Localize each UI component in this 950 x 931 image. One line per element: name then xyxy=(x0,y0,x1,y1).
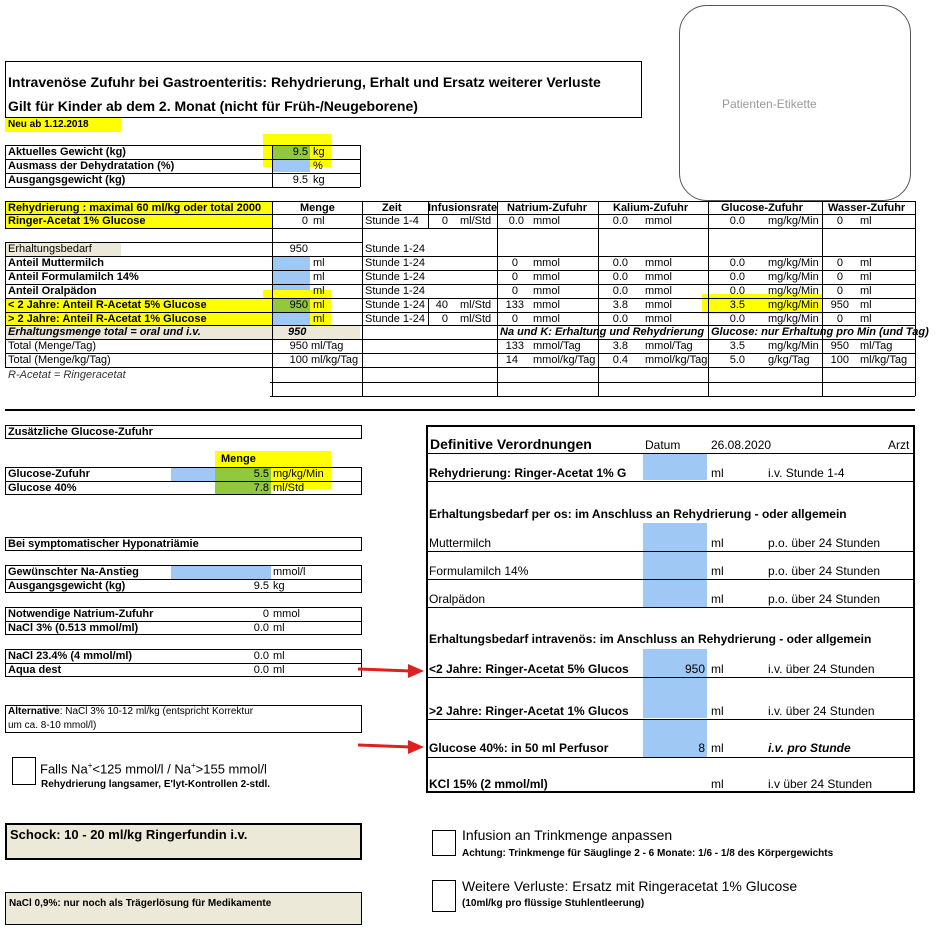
zeit: Stunde 1-24 xyxy=(365,271,425,283)
total-kg-menge: 100 xyxy=(289,354,308,366)
total-maintenance-value: 950 xyxy=(288,326,307,338)
glu: 0.0 xyxy=(729,271,745,283)
orders-over2-label: >2 Jahre: Ringer-Acetat 1% Glucos xyxy=(429,704,629,718)
zeit: Stunde 1-24 xyxy=(365,313,425,325)
weight-input[interactable]: 9.5 xyxy=(292,146,308,158)
maintenance-label: Erhaltungsbedarf xyxy=(8,243,92,255)
na: 0 xyxy=(511,271,518,283)
orders-date-value[interactable]: 26.08.2020 xyxy=(711,438,772,452)
na: 14 xyxy=(505,354,518,366)
water: 0 xyxy=(836,313,843,325)
na-need-unit: mmol xyxy=(273,608,300,620)
na: 133 xyxy=(505,340,524,352)
ringer-label: Ringer-Acetat 1% Glucose xyxy=(8,215,146,227)
row-menge[interactable]: 950 xyxy=(289,299,308,311)
orders-oral-header: Erhaltungsbedarf per os: im Anschluss an Rehydrierung - oder allgemein xyxy=(429,507,847,521)
orders-rehyd-label: Rehydrierung: Ringer-Acetat 1% G xyxy=(429,466,627,480)
unit: mg/kg/Min xyxy=(768,257,819,269)
falls-sup1: + xyxy=(87,761,93,770)
na: 0 xyxy=(511,257,518,269)
glucose-note: Glucose: nur Erhaltung pro Min (und Tag) xyxy=(711,326,929,338)
maintenance-value: 950 xyxy=(289,243,308,255)
nacl234-value: 0.0 xyxy=(253,650,269,662)
alternative-line2: um ca. 8-10 mmol/l) xyxy=(8,720,97,731)
zeit: Stunde 1-4 xyxy=(365,215,419,227)
unit: ml xyxy=(860,299,872,311)
k: 3.8 xyxy=(612,299,628,311)
glucose-row2-unit: ml/Std xyxy=(273,482,305,494)
weight-unit: kg xyxy=(313,146,325,158)
hypo-base-weight-label: Ausgangsgewicht (kg) xyxy=(8,580,126,592)
na: 133 xyxy=(505,299,524,311)
unit: mmol/Tag xyxy=(645,340,693,352)
orders-date-label: Datum xyxy=(645,438,681,452)
arrow-under2-icon xyxy=(356,660,426,682)
row-label: < 2 Jahre: Anteil R-Acetat 5% Glucose xyxy=(8,299,207,311)
falls-part1: Falls Na xyxy=(40,761,88,777)
unit: ml xyxy=(711,777,724,791)
orders-po24: p.o. über 24 Stunden xyxy=(768,536,881,550)
orders-po24: p.o. über 24 Stunden xyxy=(768,564,881,578)
maintenance-zeit: Stunde 1-24 xyxy=(365,243,425,255)
alternative-line1 xyxy=(8,706,253,717)
row-label: > 2 Jahre: Anteil R-Acetat 1% Glucose xyxy=(8,313,207,325)
glu: 0.0 xyxy=(729,313,745,325)
col-wasser: Wasser-Zufuhr xyxy=(828,202,906,214)
unit: ml xyxy=(711,592,724,606)
rehydration-header: Rehydrierung : maximal 60 ml/kg oder total 2000 xyxy=(8,202,262,214)
unit: ml xyxy=(313,299,325,311)
unit: mg/kg/Min xyxy=(768,313,819,325)
orders-glu40-value[interactable]: 8 xyxy=(698,741,705,755)
unit: ml xyxy=(860,271,872,283)
rate: 40 xyxy=(435,299,448,311)
unit: mmol xyxy=(645,299,672,311)
k: 0.0 xyxy=(612,271,628,283)
orders-formulamilch: Formulamilch 14% xyxy=(429,564,529,578)
orders-po24: p.o. über 24 Stunden xyxy=(768,592,881,606)
water: 0 xyxy=(836,257,843,269)
glucose-header: Zusätzliche Glucose-Zufuhr xyxy=(8,426,153,438)
unit: mmol xyxy=(645,313,672,325)
hypo-base-weight-value: 9.5 xyxy=(253,580,269,592)
k: 0.0 xyxy=(612,313,628,325)
total-maintenance-label: Erhaltungsmenge total = oral und i.v. xyxy=(8,326,201,338)
losses-checkbox[interactable] xyxy=(432,880,456,912)
unit: ml/Tag xyxy=(311,340,344,352)
rate: 0 xyxy=(441,215,448,227)
row-label: Anteil Muttermilch xyxy=(8,257,104,269)
orders-title: Definitive Verordnungen xyxy=(430,436,592,452)
unit: mmol xyxy=(533,215,560,227)
nacl3-label: NaCl 3% (0.513 mmol/ml) xyxy=(8,622,139,634)
total-kg-label: Total (Menge/kg/Tag) xyxy=(8,354,111,366)
k: 3.8 xyxy=(612,340,628,352)
glu: 0.0 xyxy=(729,285,745,297)
water: 950 xyxy=(830,299,849,311)
aqua-label: Aqua dest xyxy=(8,664,62,676)
unit: ml xyxy=(711,704,724,718)
page-subtitle: Gilt für Kinder ab dem 2. Monat (nicht für Früh-/Neugeborene) xyxy=(8,98,418,114)
unit: mmol xyxy=(645,285,672,297)
infusion-checkbox[interactable] xyxy=(432,830,456,856)
base-weight-unit: kg xyxy=(313,174,325,186)
rate: 0 xyxy=(441,313,448,325)
unit: ml xyxy=(313,285,325,297)
unit: mg/kg/Min xyxy=(768,340,819,352)
k: 0.4 xyxy=(612,354,628,366)
glucose-row1-input[interactable]: 5.5 xyxy=(253,468,269,480)
water: 0 xyxy=(836,215,843,227)
glu: 0.0 xyxy=(729,257,745,269)
footnote: R-Acetat = Ringeracetat xyxy=(8,369,126,381)
glu: 3.5 xyxy=(729,340,745,352)
orders-kcl-label: KCl 15% (2 mmol/ml) xyxy=(429,777,548,791)
orders-iv24: i.v. über 24 Stunden xyxy=(768,662,875,676)
unit: mg/kg/Min xyxy=(768,285,819,297)
orders-rehyd-note: i.v. Stunde 1-4 xyxy=(768,466,845,480)
glucose-row2-value: 7.8 xyxy=(253,482,269,494)
col-rate: Infusionsrate xyxy=(428,202,497,214)
orders-under2-value[interactable]: 950 xyxy=(684,662,705,676)
unit: ml xyxy=(711,536,724,550)
total-day-label: Total (Menge/Tag) xyxy=(8,340,97,352)
aqua-value: 0.0 xyxy=(253,664,269,676)
unit: ml/Std xyxy=(460,299,492,311)
col-zeit: Zeit xyxy=(382,202,402,214)
shock-text: Schock: 10 - 20 ml/kg Ringerfundin i.v. xyxy=(10,827,248,842)
unit: mg/kg/Min xyxy=(768,299,819,311)
unit: mmol xyxy=(645,215,672,227)
alternative-prefix: Alternative xyxy=(8,706,60,717)
unit: ml/kg/Tag xyxy=(860,354,908,366)
arrow-glucose-icon xyxy=(356,736,426,758)
na-rise-unit: mmol/l xyxy=(273,566,306,578)
unit: ml/Std xyxy=(460,215,492,227)
unit: mmol/Tag xyxy=(533,340,581,352)
base-weight-value: 9.5 xyxy=(292,174,308,186)
infusion-title: Infusion an Trinkmenge anpassen xyxy=(462,827,673,843)
unit: ml xyxy=(860,257,872,269)
zeit: Stunde 1-24 xyxy=(365,257,425,269)
orders-glu40-label: Glucose 40%: in 50 ml Perfusor xyxy=(429,741,609,755)
orders-rehyd-unit: ml xyxy=(711,466,724,480)
na-need-value: 0 xyxy=(262,608,269,620)
alternative-text1: : NaCl 3% 10-12 ml/kg (entspricht Korrektur xyxy=(59,706,254,717)
na: 0 xyxy=(511,285,518,297)
unit: mg/kg/Min xyxy=(768,215,819,227)
falls-sup2: + xyxy=(190,761,196,770)
orders-muttermilch: Muttermilch xyxy=(429,536,492,550)
na-rise-label: Gewünschter Na-Anstieg xyxy=(8,566,139,578)
nacl3-unit: ml xyxy=(273,622,285,634)
unit: ml xyxy=(313,271,325,283)
orders-glu40-note: i.v. pro Stunde xyxy=(768,741,851,755)
col-glucose: Glucose-Zufuhr xyxy=(721,202,803,214)
orders-oralpaedon: Oralpädon xyxy=(429,592,486,606)
unit: mmol/kg/Tag xyxy=(533,354,596,366)
water: 0 xyxy=(836,285,843,297)
nacl09-text: NaCl 0,9%: nur noch als Trägerlösung für Medikamente xyxy=(9,898,272,909)
k: 0.0 xyxy=(612,257,628,269)
unit: ml xyxy=(860,285,872,297)
orders-kcl-note: i.v über 24 Stunden xyxy=(768,777,873,791)
ringer-menge: 0 xyxy=(301,215,308,227)
orders-arzt: Arzt xyxy=(888,438,910,452)
unit: mmol/kg/Tag xyxy=(645,354,708,366)
unit: mmol xyxy=(533,271,560,283)
glu: 3.5 xyxy=(729,299,745,311)
falls-part2: <125 mmol/l / Na xyxy=(92,761,191,777)
col-menge: Menge xyxy=(300,202,335,214)
unit: mmol xyxy=(645,257,672,269)
water: 0 xyxy=(836,271,843,283)
nacl234-label: NaCl 23.4% (4 mmol/ml) xyxy=(8,650,133,662)
weight-label: Aktuelles Gewicht (kg) xyxy=(8,146,126,158)
hypo-header: Bei symptomatischer Hyponatriämie xyxy=(8,538,199,550)
glucose-menge-label: Menge xyxy=(221,453,256,465)
base-weight-label: Ausgangsgewicht (kg) xyxy=(8,174,126,186)
aqua-unit: ml xyxy=(273,664,285,676)
unit: ml xyxy=(711,564,724,578)
dehydration-unit: % xyxy=(313,160,323,172)
water: 950 xyxy=(830,340,849,352)
falls-sub: Rehydrierung langsamer, E'lyt-Kontrollen 2-stdl. xyxy=(41,779,271,790)
falls-part3: >155 mmol/l xyxy=(195,761,267,777)
unit: mmol xyxy=(533,285,560,297)
unit: ml xyxy=(711,662,724,676)
unit: ml xyxy=(711,741,724,755)
unit: ml xyxy=(313,313,325,325)
glucose-row1-unit: mg/kg/Min xyxy=(273,468,324,480)
infusion-sub: Achtung: Trinkmenge für Säuglinge 2 - 6 Monate: 1/6 - 1/8 des Körpergewichts xyxy=(462,848,834,859)
unit: mg/kg/Min xyxy=(768,271,819,283)
zeit: Stunde 1-24 xyxy=(365,285,425,297)
patient-label-text: Patienten-Etikette xyxy=(722,97,817,111)
na: 0 xyxy=(511,313,518,325)
glu: 5.0 xyxy=(729,354,745,366)
hypo-base-weight-unit: kg xyxy=(273,580,285,592)
orders-iv-header: Erhaltungsbedarf intravenös: im Anschluss an Rehydrierung - oder allgemein xyxy=(429,632,872,646)
losses-sub: (10ml/kg pro flüssige Stuhlentleerung) xyxy=(462,898,645,909)
unit: ml xyxy=(860,215,872,227)
orders-iv24: i.v. über 24 Stunden xyxy=(768,704,875,718)
orders-under2-label: <2 Jahre: Ringer-Acetat 5% Glucos xyxy=(429,662,629,676)
falls-checkbox[interactable] xyxy=(12,757,36,785)
page-title: Intravenöse Zufuhr bei Gastroenteritis: Rehydrierung, Erhalt und Ersatz weiterer Verluste xyxy=(8,74,601,90)
unit: ml xyxy=(860,313,872,325)
unit: mmol xyxy=(533,257,560,269)
glu: 0.0 xyxy=(729,215,745,227)
nacl3-value: 0.0 xyxy=(253,622,269,634)
unit: g/kg/Tag xyxy=(768,354,810,366)
unit: mmol xyxy=(533,299,560,311)
unit: ml/Std xyxy=(460,313,492,325)
unit: ml/Tag xyxy=(860,340,893,352)
new-since-badge: Neu ab 1.12.2018 xyxy=(8,119,89,130)
col-kalium: Kalium-Zufuhr xyxy=(613,202,689,214)
falls-text xyxy=(40,761,267,776)
glucose-row2-label: Glucose 40% xyxy=(8,482,77,494)
na-need-label: Notwendige Natrium-Zufuhr xyxy=(8,608,154,620)
row-label: Anteil Formulamilch 14% xyxy=(8,271,139,283)
unit: ml xyxy=(313,215,325,227)
unit: ml xyxy=(313,257,325,269)
total-day-menge: 950 xyxy=(289,340,308,352)
losses-title: Weitere Verluste: Ersatz mit Ringeracetat 1% Glucose xyxy=(462,878,798,894)
dehydration-label: Ausmass der Dehydratation (%) xyxy=(8,160,175,172)
na: 0.0 xyxy=(508,215,524,227)
unit: ml/kg/Tag xyxy=(311,354,359,366)
k: 0.0 xyxy=(612,285,628,297)
unit: mmol xyxy=(533,313,560,325)
zeit: Stunde 1-24 xyxy=(365,299,425,311)
nacl234-unit: ml xyxy=(273,650,285,662)
unit: mmol xyxy=(645,271,672,283)
col-natrium: Natrium-Zufuhr xyxy=(507,202,588,214)
water: 100 xyxy=(830,354,849,366)
row-label: Anteil Oralpädon xyxy=(8,285,97,297)
na-k-note: Na und K: Erhaltung und Rehydrierung xyxy=(500,326,705,338)
k: 0.0 xyxy=(612,215,628,227)
glucose-row1-label: Glucose-Zufuhr xyxy=(8,468,90,480)
